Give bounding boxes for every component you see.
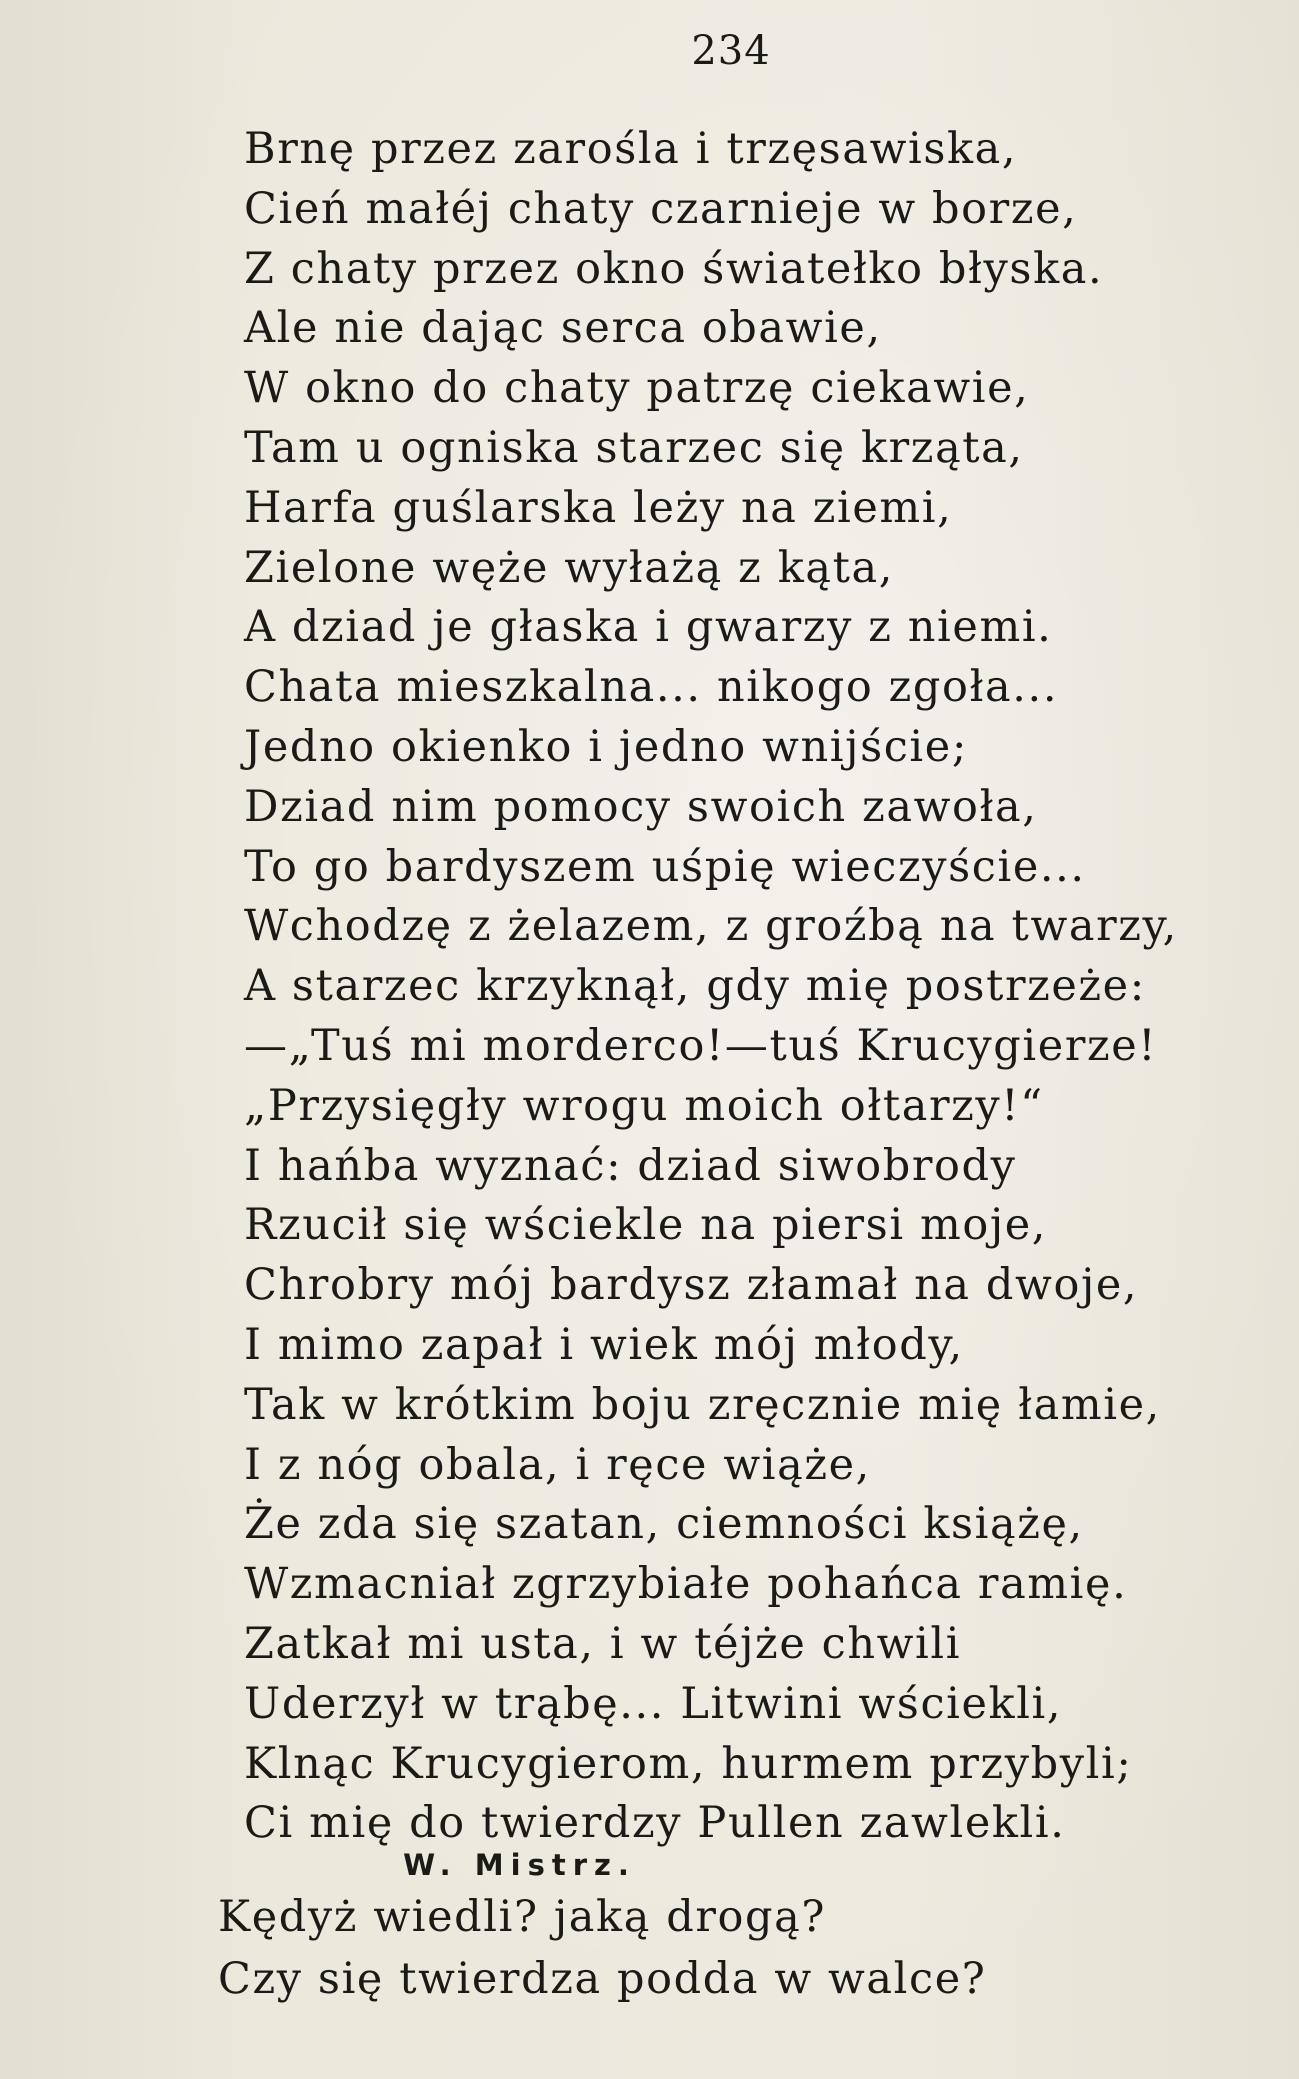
verse-line: Harfa guślarska leży na ziemi, bbox=[244, 482, 953, 533]
verse-line: Z chaty przez okno światełko błyska. bbox=[244, 243, 1104, 294]
verse-line: Jedno okienko i jedno wnijście; bbox=[244, 721, 968, 772]
speaker-heading: W. Mistrz. bbox=[403, 1848, 636, 1882]
verse-line: Uderzył w trąbę... Litwini wściekli, bbox=[244, 1678, 1063, 1729]
verse-line: A starzec krzyknął, gdy mię postrzeże: bbox=[244, 961, 1146, 1012]
page-number: 234 bbox=[691, 28, 771, 74]
verse-line: Tak w krótkim boju zręcznie mię łamie, bbox=[244, 1379, 1161, 1430]
verse-line: I mimo zapał i wiek mój młody, bbox=[244, 1319, 964, 1370]
verse-line: —„Tuś mi morderco!—tuś Krucygierze! bbox=[244, 1020, 1158, 1071]
verse-line: Zatkał mi usta, i w téjże chwili bbox=[244, 1618, 962, 1669]
verse-line: „Przysięgły wrogu moich ołtarzy!“ bbox=[244, 1080, 1044, 1131]
verse-line: Ci mię do twierdzy Pullen zawlekli. bbox=[244, 1798, 1066, 1849]
verse-line: A dziad je głaska i gwarzy z niemi. bbox=[244, 602, 1053, 653]
verse-line: To go bardyszem uśpię wieczyście... bbox=[244, 841, 1086, 892]
verse-line: Ale nie dając serca obawie, bbox=[244, 303, 882, 354]
verse-block bbox=[244, 120, 1204, 1854]
verse-line: Chata mieszkalna... nikogo zgoła... bbox=[244, 662, 1059, 713]
verse-line: W okno do chaty patrzę ciekawie, bbox=[244, 363, 1030, 414]
verse-block-after bbox=[218, 1886, 1178, 2010]
verse-line: Klnąc Krucygierom, hurmem przybyli; bbox=[244, 1738, 1133, 1789]
verse-line: Wchodzę z żelazem, z groźbą na twarzy, bbox=[244, 901, 1178, 952]
verse-line: Brnę przez zarośla i trzęsawiska, bbox=[244, 124, 1018, 174]
verse-line: Kędyż wiedli? jaką drogą? bbox=[218, 1892, 826, 1942]
verse-line: I z nóg obala, i ręce wiąże, bbox=[244, 1439, 871, 1490]
verse-line: Chrobry mój bardysz złamał na dwoje, bbox=[244, 1260, 1139, 1311]
verse-line: Dziad nim pomocy swoich zawoła, bbox=[244, 781, 1038, 832]
verse-line: Cień małéj chaty czarnieje w borze, bbox=[244, 183, 1078, 234]
verse-line: Zielone węże wyłażą z kąta, bbox=[244, 542, 894, 593]
verse-line: I hańba wyznać: dziad siwobrody bbox=[244, 1140, 1017, 1191]
verse-line: Czy się twierdza podda w walce? bbox=[218, 1954, 987, 2004]
verse-line: Tam u ogniska starzec się krząta, bbox=[244, 422, 1024, 473]
verse-line: Wzmacniał zgrzybiałe pohańca ramię. bbox=[244, 1559, 1128, 1610]
verse-line: Rzucił się wściekle na piersi moje, bbox=[244, 1200, 1048, 1251]
verse-line: Że zda się szatan, ciemności książę, bbox=[244, 1499, 1084, 1550]
